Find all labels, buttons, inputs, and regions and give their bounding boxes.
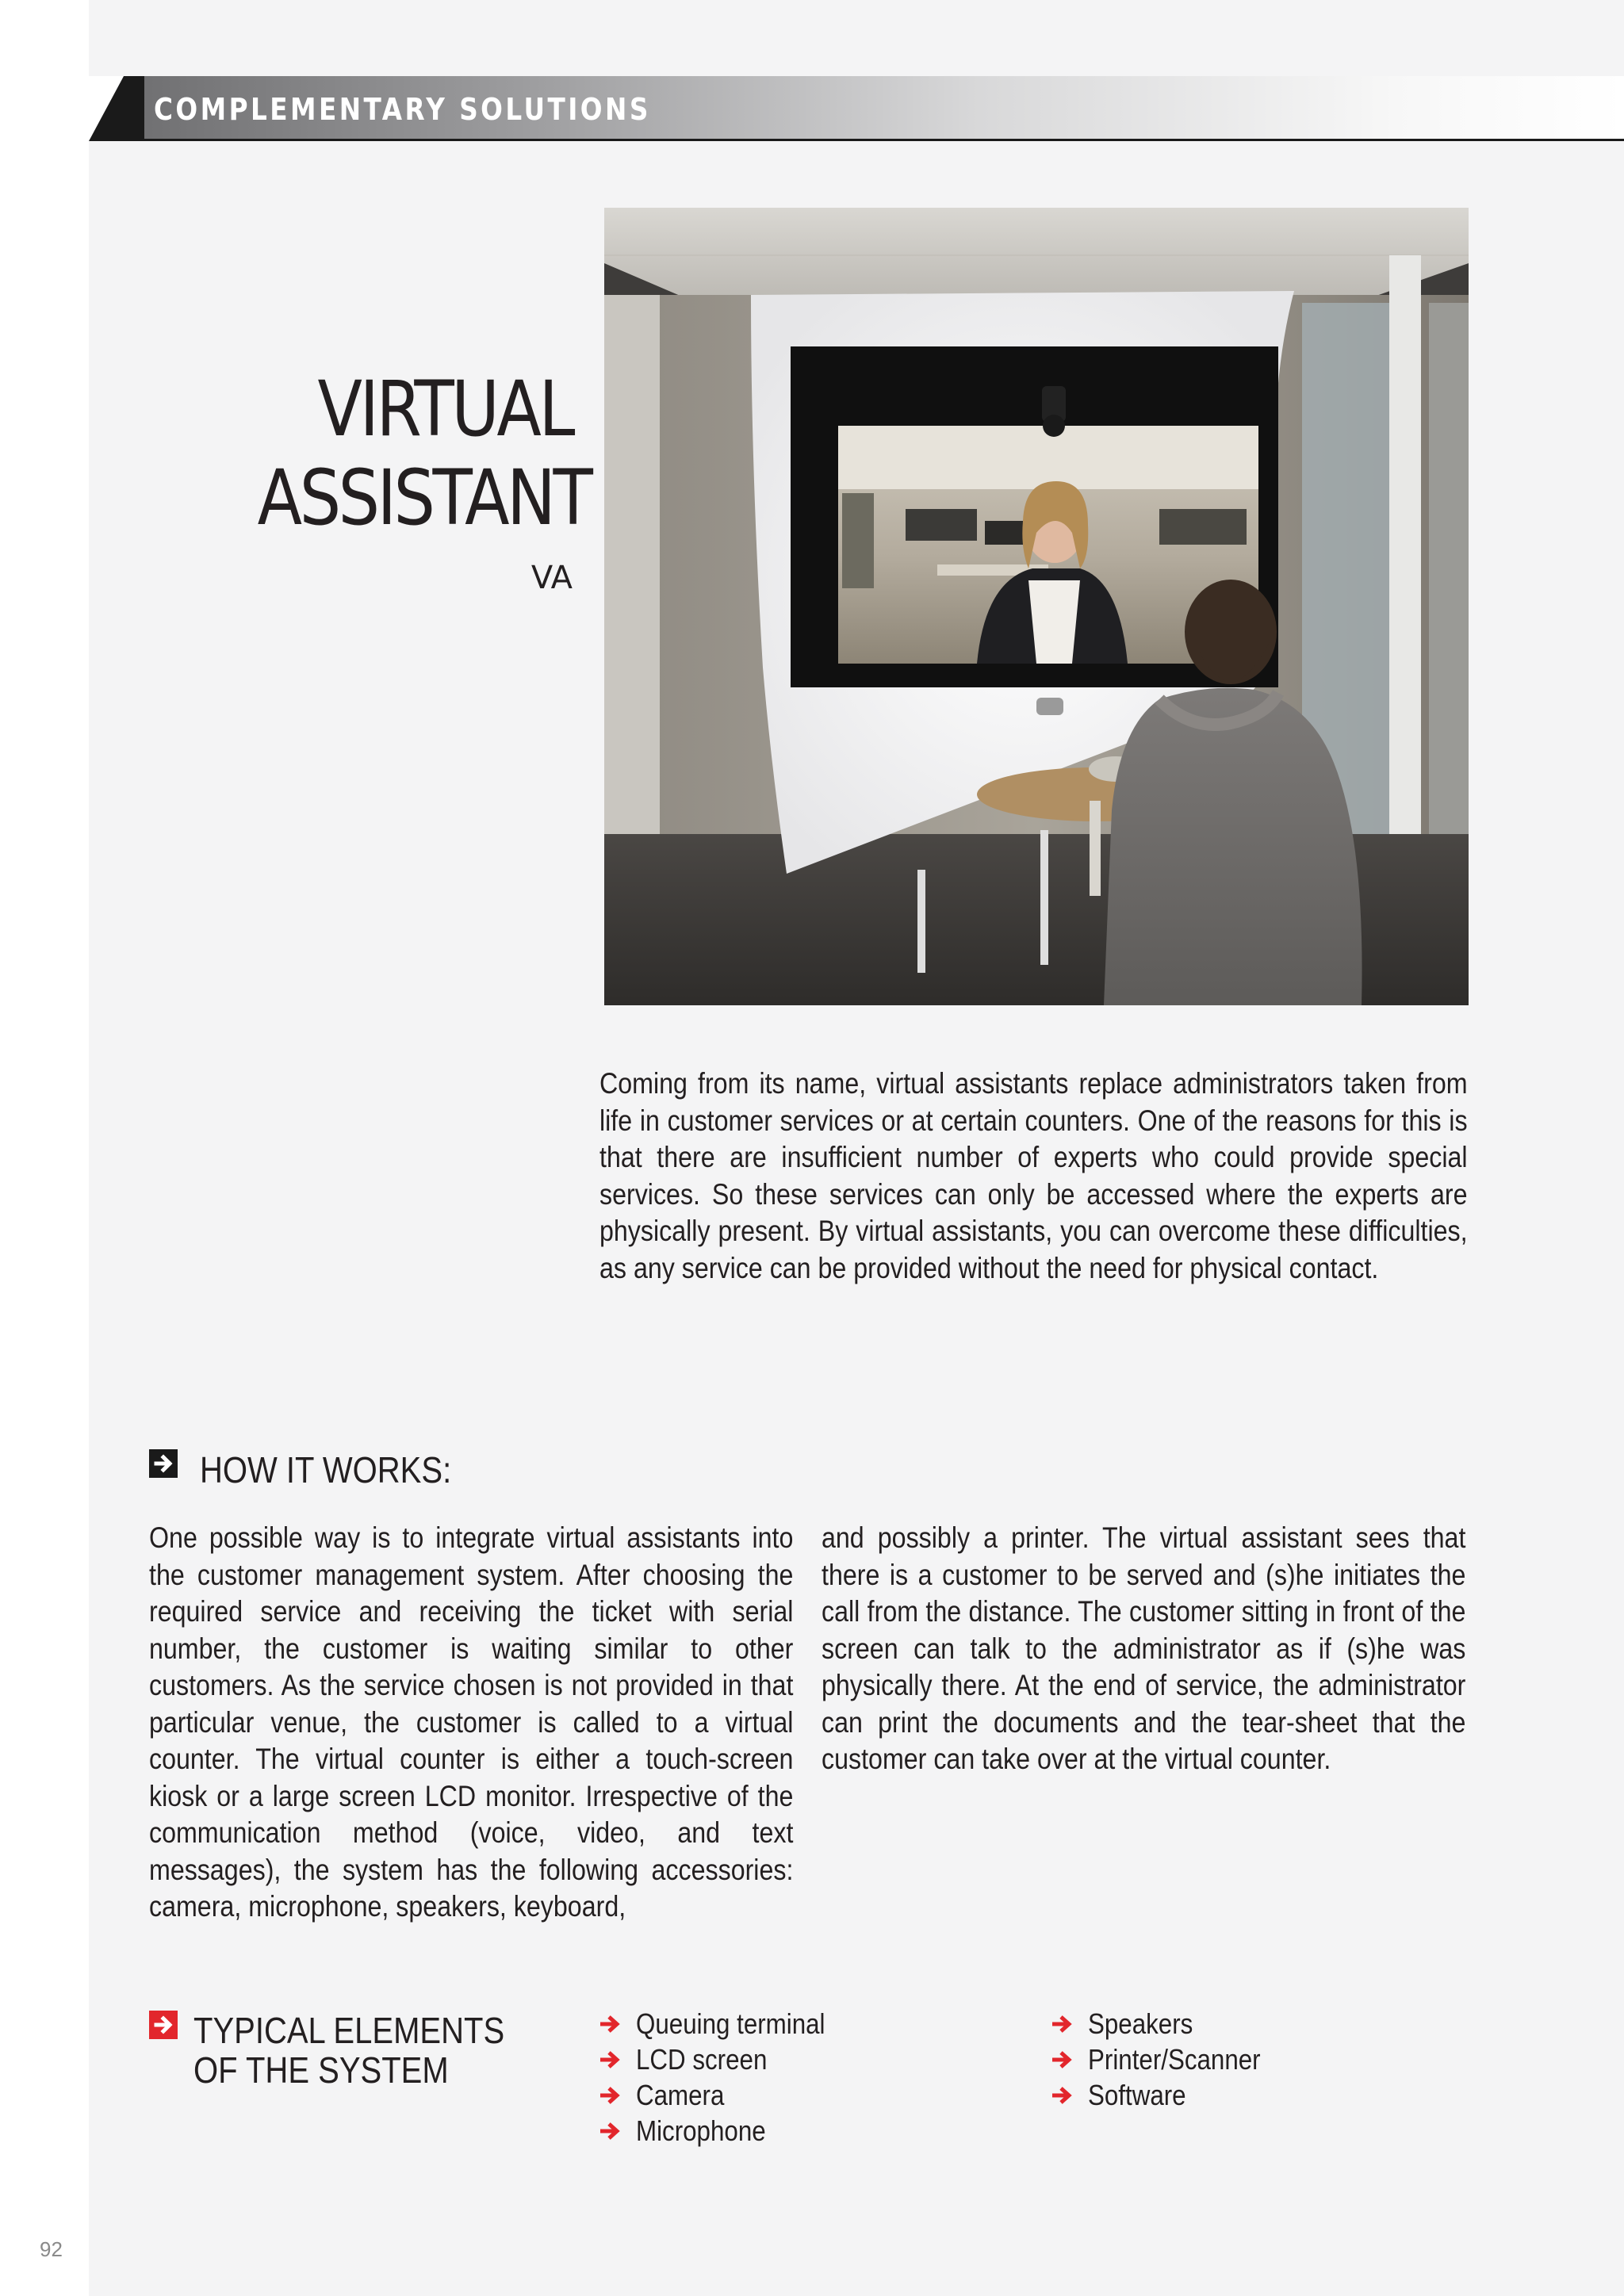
how-it-works-text-1: One possible way is to integrate virtual assistants into the customer management system. After choosing the required service and receiving the ticket with serial number, the customer is waiting similar to other customers. As the service chosen is not provided in that particular venue, the customer is called to a virtual counter. The virtual counter is either a touch-screen kiosk or a large screen LCD monitor. Irrespective of the communication method (voice, video, and text messages), the system has the following accessories: camera, microphone, speakers, keyboard,	[149, 1521, 794, 1923]
product-abbreviation: VA	[530, 560, 573, 596]
arrow-box-icon	[149, 1449, 178, 1478]
header-wedge-shape	[89, 76, 144, 141]
how-it-works-text-2: and possibly a printer. The virtual assistant sees that there is a customer to be served and (s)he initiates the call from the distance. The customer sitting in front of the screen can talk to the administrator as if (s)he was physically there. At the end of service, the administrator can print the documents and the tear-sheet that the customer can take over at the virtual counter.	[822, 1521, 1466, 1775]
virtual-assistant-photo	[604, 208, 1469, 1005]
elements-list-2	[1048, 2006, 1286, 2113]
how-it-works-heading	[149, 1449, 489, 1490]
intro-text: Coming from its name, virtual assistants replace administrators taken from life in customer services or at certain counters. One of the reasons for this is that there are insufficient number of experts who could provide special services. So these services can only be accessed where the experts are physically present. By virtual assistants, you can overcome these difficulties, as any service can be provided without the need for physical contact.	[599, 1067, 1468, 1284]
product-title	[206, 365, 591, 596]
list-item: Microphone	[596, 2113, 853, 2149]
section-header-title: COMPLEMENTARY SOLUTIONS	[154, 92, 651, 127]
list-item: Printer/Scanner	[1048, 2042, 1286, 2077]
red-arrow-icon	[596, 2048, 623, 2072]
page-number: 92	[40, 2237, 63, 2261]
typical-elements-title-line1: TYPICAL ELEMENTS	[193, 2010, 505, 2051]
red-arrow-icon	[596, 2084, 623, 2107]
typical-elements-heading	[149, 2011, 551, 2090]
how-it-works-column-1	[149, 1520, 793, 1926]
how-it-works-title: HOW IT WORKS:	[200, 1449, 452, 1490]
product-title-line2: ASSISTANT	[257, 453, 591, 542]
how-it-works-column-2	[822, 1520, 1465, 1778]
red-arrow-box-icon	[149, 2011, 178, 2039]
red-arrow-icon	[1048, 2048, 1075, 2072]
list-item: Camera	[596, 2077, 853, 2113]
red-arrow-icon	[596, 2119, 623, 2143]
product-title-line1: VIRTUAL	[317, 365, 573, 453]
intro-paragraph	[599, 1066, 1467, 1287]
list-item: Speakers	[1048, 2006, 1286, 2042]
red-arrow-icon	[1048, 2012, 1075, 2036]
list-item: Queuing terminal	[596, 2006, 853, 2042]
list-item: LCD screen	[596, 2042, 853, 2077]
typical-elements-title	[193, 2011, 504, 2090]
typical-elements-title-line2: OF THE SYSTEM	[193, 2049, 449, 2091]
list-item: Software	[1048, 2077, 1286, 2113]
red-arrow-icon	[596, 2012, 623, 2036]
red-arrow-icon	[1048, 2084, 1075, 2107]
elements-list-1	[596, 2006, 853, 2149]
